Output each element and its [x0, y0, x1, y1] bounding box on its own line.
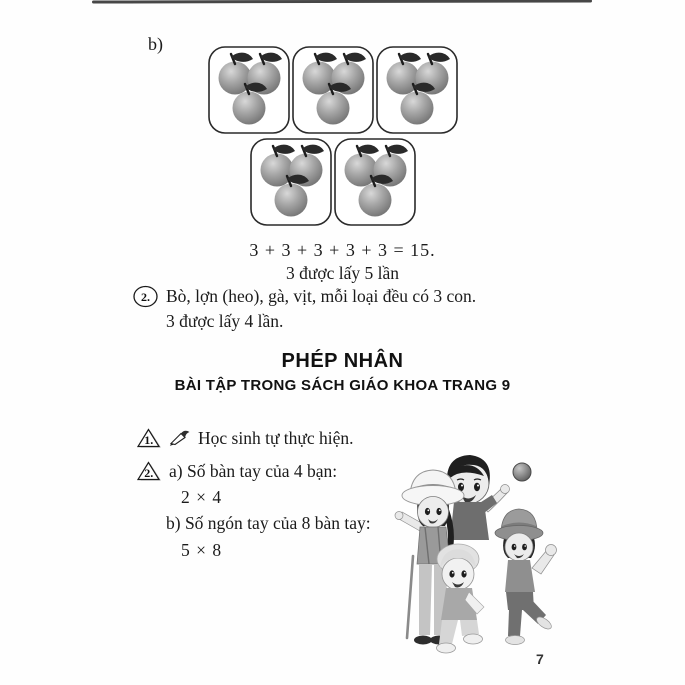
fruit-groups-diagram [205, 44, 461, 230]
solution-item-2-text: Bò, lợn (heo), gà, vịt, mỗi loại đều có 3 con. [166, 286, 477, 306]
children-illustration [372, 438, 590, 656]
fruit-box [335, 139, 415, 225]
svg-text:1.: 1. [144, 433, 154, 447]
section-subtitle: BÀI TẬP TRONG SÁCH GIÁO KHOA TRANG 9 [174, 377, 511, 394]
exercise-2b-text: b) Số ngón tay của 8 bàn tay: [166, 513, 371, 533]
fruit-box [209, 47, 289, 133]
exercise-2b-expression: 5 × 8 [181, 540, 223, 560]
triangle-1-marker [135, 427, 162, 450]
item-b-label: b) [148, 34, 163, 54]
page-number: 7 [536, 651, 544, 667]
writing-pencil-icon [169, 430, 191, 447]
exercise-1-text: Học sinh tự thực hiện. [198, 428, 354, 448]
solution-item-2 [132, 285, 476, 308]
fruit-box [293, 47, 373, 133]
exercise-2a-expression: 2 × 4 [181, 487, 223, 507]
equation-note: 3 được lấy 5 lần [285, 263, 399, 283]
exercise-2a-text: a) Số bàn tay của 4 bạn: [169, 461, 338, 481]
triangle-2-marker [135, 460, 162, 483]
svg-text:2.: 2. [141, 290, 150, 304]
fruit-box [377, 47, 457, 133]
solution-item-2-note: 3 được lấy 4 lần. [166, 311, 284, 331]
fruit-box [251, 139, 331, 225]
section-title: PHÉP NHÂN [281, 350, 404, 372]
svg-text:2.: 2. [144, 466, 154, 480]
ball [513, 463, 531, 481]
addition-equation: 3 + 3 + 3 + 3 + 3 = 15. [249, 240, 436, 260]
exercise-1 [135, 427, 354, 450]
exercise-2 [135, 460, 337, 483]
circle-2-marker [132, 285, 159, 308]
page-top-rule [92, 0, 592, 4]
kid-bucket-hat-figure [495, 509, 557, 645]
